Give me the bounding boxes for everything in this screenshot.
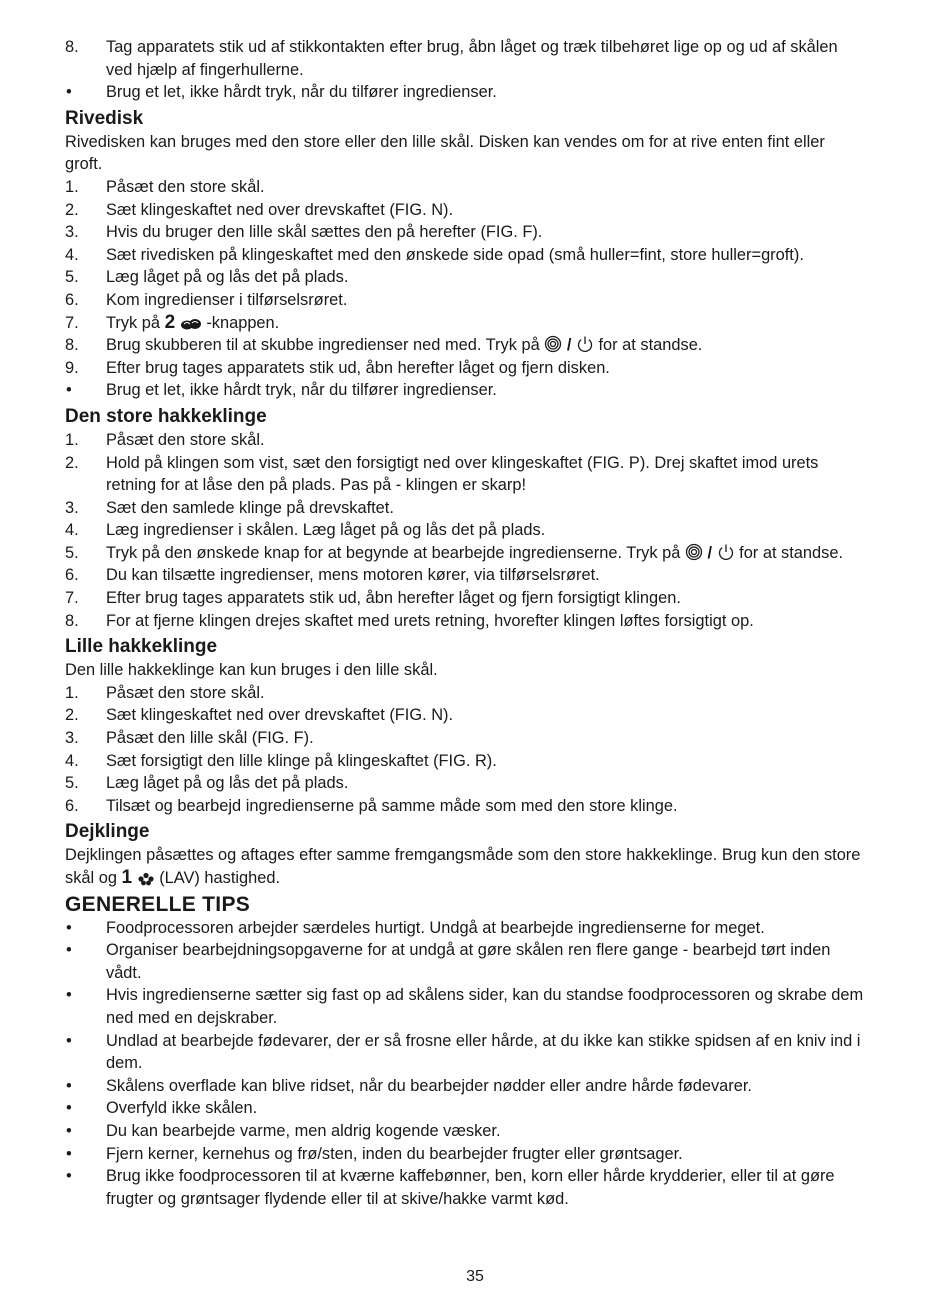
step-number: 6. [65, 290, 79, 309]
step-text: Efter brug tages apparatets stik ud, åbn herefter låget og fjern disken. [106, 358, 610, 377]
list-item [65, 939, 865, 984]
step-text: Brug et let, ikke hårdt tryk, når du tilfører ingredienser. [106, 83, 497, 102]
list-item [65, 795, 865, 818]
step-text-before: Tryk på den ønskede knap for at begynde at bearbejde ingredienserne. Tryk på [106, 543, 681, 562]
list-item [65, 704, 865, 727]
step-text: Kom ingredienser i tilførselsrøret. [106, 290, 348, 309]
bullet: • [66, 986, 72, 1005]
tip-text: Foodprocessoren arbejder særdeles hurtigt. Undgå at bearbejde ingredienserne for meget. [106, 918, 765, 937]
step-number: 9. [65, 358, 79, 377]
step-text: Påsæt den store skål. [106, 177, 265, 196]
section-heading-lille-hakkeklinge: Lille hakkeklinge [65, 636, 218, 658]
list-item [65, 221, 865, 244]
step-text [65, 334, 865, 357]
bullet: • [66, 1076, 72, 1095]
step-number: 2. [65, 453, 79, 472]
list-item [65, 312, 865, 335]
section-intro: Rivedisken kan bruges med den store eller den lille skål. Disken kan vendes om for at rive enten fint eller groft. [65, 132, 825, 174]
step-text [65, 542, 865, 565]
section-heading-store-hakkeklinge: Den store hakkeklinge [65, 405, 267, 427]
list-item [65, 81, 865, 104]
list-item [65, 750, 865, 773]
step-text: Sæt klingeskaftet ned over drevskaftet (FIG. N). [106, 200, 454, 219]
step-text: Påsæt den store skål. [106, 430, 265, 449]
list-item [65, 334, 865, 357]
power-icon [576, 335, 594, 353]
manual-page [65, 36, 865, 1210]
step-number: 6. [65, 566, 79, 585]
section-intro: Den lille hakkeklinge kan kun bruges i den lille skål. [65, 661, 438, 680]
tip-text: Undlad at bearbejde fødevarer, der er så frosne eller hårde, at du ikke kan stikke spidsen af en kniv ind i dem. [106, 1031, 861, 1073]
step-text: Læg låget på og lås det på plads. [106, 268, 349, 287]
step-text: For at fjerne klingen drejes skaftet med urets retning, hvorefter klingen løftes forsigtigt op. [106, 611, 754, 630]
slash-separator: / [566, 336, 572, 355]
list-item [65, 176, 865, 199]
step-text: Påsæt den lille skål (FIG. F). [106, 729, 314, 748]
tip-text: Du kan bearbejde varme, men aldrig kogende væsker. [106, 1121, 501, 1140]
list-item [65, 519, 865, 542]
page-number: 35 [466, 1268, 484, 1285]
step-number: 4. [65, 751, 79, 770]
step-number: 3. [65, 729, 79, 748]
step-number: 7. [65, 589, 79, 608]
list-item [65, 199, 865, 222]
step-number: 3. [65, 498, 79, 517]
step-number: 6. [65, 796, 79, 815]
power-icon [717, 543, 735, 561]
list-item [65, 379, 865, 402]
step-text: Efter brug tages apparatets stik ud, åbn herefter låget og fjern forsigtigt klingen. [106, 589, 681, 608]
text-after: (LAV) hastighed. [159, 869, 281, 887]
step-text: Sæt forsigtigt den lille klinge på klingeskaftet (FIG. R). [106, 751, 497, 770]
speed-number: 1 [121, 867, 133, 888]
list-item [65, 772, 865, 795]
step-number: 8. [65, 38, 79, 56]
bullet: • [66, 1167, 72, 1186]
step-text-before: Brug skubberen til at skubbe ingredienser ned med. Tryk på [106, 336, 540, 355]
list-item [65, 244, 865, 267]
list-item [65, 1030, 865, 1075]
section-heading-tips: GENERELLE TIPS [65, 892, 251, 916]
step-number: 8. [65, 611, 79, 630]
step-text: Sæt rivedisken på klingeskaftet med den ønskede side opad (små huller=fint, store huller=groft). [106, 245, 804, 264]
step-text: Hvis du bruger den lille skål sættes den på herefter (FIG. F). [106, 223, 543, 242]
bullet: • [66, 1099, 72, 1118]
step-text: Påsæt den store skål. [106, 683, 265, 702]
step-text: Læg låget på og lås det på plads. [106, 774, 349, 793]
tip-text: Skålens overflade kan blive ridset, når du bearbejder nødder eller andre hårde fødevarer. [106, 1076, 752, 1095]
step-text: Sæt klingeskaftet ned over drevskaftet (FIG. N). [106, 706, 454, 725]
step-text: Sæt den samlede klinge på drevskaftet. [106, 498, 394, 517]
top-steps [65, 36, 865, 104]
step-text: Hold på klingen som vist, sæt den forsigtigt ned over klingeskaftet (FIG. P). Drej skaftet imod urets retning for at låse den på plads. Pas på - klingen er skarp! [106, 453, 819, 495]
bullet: • [66, 381, 72, 400]
step-number: 7. [65, 313, 79, 332]
step-text: Tag apparatets stik ud af stikkontakten efter brug, åbn låget og træk tilbehøret lige op og ud af skålen ved hjælp af fingerhullerne. [106, 38, 838, 79]
speed-number: 2 [164, 311, 176, 333]
bullet: • [66, 1144, 72, 1163]
pulse-spiral-icon [685, 543, 703, 561]
list-item [65, 266, 865, 289]
list-item [65, 1143, 865, 1166]
list-item [65, 610, 865, 633]
tip-text: Fjern kerner, kernehus og frø/sten, inden du bearbejder frugter eller grøntsager. [106, 1144, 683, 1163]
step-text: Læg ingredienser i skålen. Læg låget på og lås det på plads. [106, 521, 546, 540]
list-item [65, 36, 865, 81]
list-item [65, 1097, 865, 1120]
list-item [65, 682, 865, 705]
speed-high-icon [180, 317, 202, 331]
bullet: • [66, 83, 72, 102]
step-number: 1. [65, 683, 79, 702]
bullet: • [66, 1121, 72, 1140]
list-item [65, 727, 865, 750]
step-number: 5. [65, 268, 79, 287]
tips-list [65, 917, 865, 1211]
tip-text: Hvis ingredienserne sætter sig fast op ad skålens sider, kan du standse foodprocessoren og skrabe dem ned med en dejskraber. [106, 986, 864, 1027]
bullet: • [66, 941, 72, 960]
section-heading-dejklinge: Dejklinge [65, 821, 150, 843]
tip-text: Organiser bearbejdningsopgaverne for at undgå at gøre skålen ren flere gange - bearbejd tørt inden vådt. [106, 941, 831, 982]
list-item [65, 289, 865, 312]
step-number: 8. [65, 336, 79, 355]
tip-text: Overfyld ikke skålen. [106, 1099, 258, 1118]
step-number: 4. [65, 521, 79, 540]
list-item [65, 917, 865, 940]
list-item [65, 357, 865, 380]
step-number: 3. [65, 223, 79, 242]
step-number: 5. [65, 774, 79, 793]
list-item [65, 429, 865, 452]
step-number: 2. [65, 706, 79, 725]
list-item [65, 1075, 865, 1098]
step-text-after: for at standse. [598, 336, 703, 355]
step-text-after: -knappen. [206, 313, 280, 332]
list-item [65, 984, 865, 1029]
step-text: Tilsæt og bearbejd ingredienserne på samme måde som med den store klinge. [106, 796, 678, 815]
tip-text: Brug ikke foodprocessoren til at kværne kaffebønner, ben, korn eller hårde krydderier, eller til at gøre frugter og grøntsager flydende eller til at skive/hakke varmt kød. [106, 1167, 835, 1208]
list-item [65, 1120, 865, 1143]
step-number: 5. [65, 543, 79, 562]
text-before: Dejklingen påsættes og aftages efter samme fremgangsmåde som den store hakkeklinge. Brug kun den store skål og [65, 846, 861, 887]
pulse-spiral-icon [544, 335, 562, 353]
list-item [65, 497, 865, 520]
step-text: Du kan tilsætte ingredienser, mens motoren kører, via tilførselsrøret. [106, 566, 600, 585]
step-number: 2. [65, 200, 79, 219]
step-text [65, 312, 865, 335]
step-text-after: for at standse. [739, 543, 844, 562]
step-number: 1. [65, 177, 79, 196]
section-text [65, 844, 865, 889]
section-heading-rivedisk: Rivedisk [65, 107, 144, 129]
list-item [65, 587, 865, 610]
list-item [65, 1165, 865, 1210]
bullet: • [66, 1031, 72, 1050]
list-item [65, 452, 865, 497]
bullet: • [66, 918, 72, 937]
step-text-before: Tryk på [106, 313, 161, 332]
speed-low-icon [137, 872, 155, 886]
list-item [65, 564, 865, 587]
slash-separator: / [707, 543, 713, 562]
step-number: 4. [65, 245, 79, 264]
step-number: 1. [65, 430, 79, 449]
step-text: Brug et let, ikke hårdt tryk, når du tilfører ingredienser. [106, 381, 497, 400]
list-item [65, 542, 865, 565]
